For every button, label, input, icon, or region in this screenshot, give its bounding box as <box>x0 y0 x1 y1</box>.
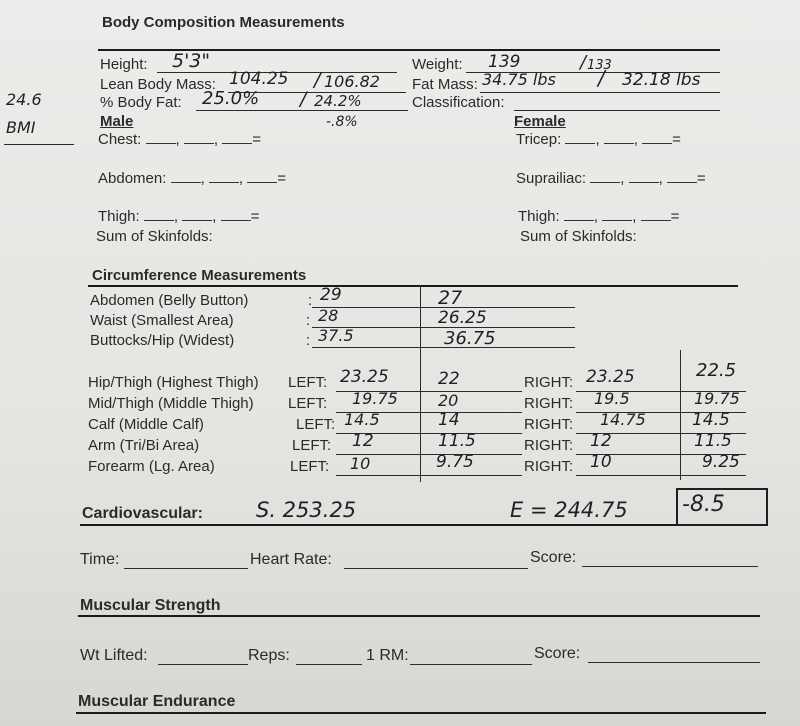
blank <box>146 131 176 144</box>
tricep-label: Tricep: <box>516 131 562 148</box>
time-label: Time: <box>80 551 120 568</box>
blank <box>604 131 634 144</box>
thigh-skinfold-field-male <box>98 208 259 225</box>
weight-value-2: 133 <box>587 58 612 73</box>
left-line <box>336 475 522 476</box>
thigh-label: Thigh: <box>98 208 140 225</box>
bmi-value: 24.6 <box>6 90 42 109</box>
cardio-heading: Cardiovascular: <box>82 505 203 522</box>
cardio-diff-value: -8.5 <box>682 492 725 517</box>
sep: , <box>633 131 638 148</box>
circ-label-arm: Arm (Tri/Bi Area) <box>88 437 200 454</box>
blank <box>641 208 671 221</box>
mid-thigh-right-2: 19.75 <box>694 389 740 408</box>
heart-rate-label: Heart Rate: <box>250 551 332 568</box>
blank <box>642 131 672 144</box>
strength-heading: Muscular Strength <box>80 597 221 614</box>
pct-fat-label: % Body Fat: <box>100 94 182 111</box>
cardio-end-value: E = 244.75 <box>510 498 628 522</box>
arm-right-2: 11.5 <box>694 431 732 451</box>
weight-label: Weight: <box>412 56 463 73</box>
bmi-underline <box>4 144 74 145</box>
sum-skinfolds-male: Sum of Skinfolds: <box>96 228 213 245</box>
sum-skinfolds-female: Sum of Skinfolds: <box>520 228 637 245</box>
sep: , <box>238 170 244 187</box>
fat-mass-slash: / <box>598 66 605 90</box>
circ-abdomen-v2: 27 <box>438 287 463 309</box>
pct-fat-slash: / <box>300 88 307 110</box>
lean-mass-slash: / <box>314 69 321 91</box>
wt-lifted-label: Wt Lifted: <box>80 647 148 664</box>
calf-right-2: 14.5 <box>692 410 730 430</box>
calf-right-1: 14.75 <box>600 410 646 429</box>
suprailiac-field <box>516 170 706 187</box>
blank <box>209 170 239 183</box>
sheet-title: Body Composition Measurements <box>102 14 345 31</box>
hip-thigh-left-2: 22 <box>438 369 460 389</box>
equals: = <box>672 131 681 148</box>
column-divider <box>420 286 421 482</box>
blank <box>564 208 594 221</box>
sep: , <box>595 131 600 148</box>
thigh-skinfold-field-female <box>518 208 679 225</box>
circumference-rule <box>88 285 738 287</box>
sep: , <box>200 170 205 187</box>
blank <box>629 170 659 183</box>
circ-label-waist: Waist (Smallest Area) <box>90 312 234 329</box>
one-rm-line <box>410 664 532 665</box>
calf-left-1: 14.5 <box>344 410 380 429</box>
colon: : <box>308 292 313 309</box>
equals: = <box>252 131 261 148</box>
fat-mass-line <box>480 92 720 93</box>
blank <box>171 170 201 183</box>
fat-mass-value-1: 34.75 lbs <box>482 70 556 89</box>
forearm-right-1: 10 <box>590 452 612 472</box>
abdomen-skinfold-label: Abdomen: <box>98 170 167 187</box>
cardio-start-value: S. 253.25 <box>256 498 357 522</box>
equals: = <box>277 170 287 187</box>
classification-line <box>514 110 720 111</box>
sep: , <box>175 131 180 148</box>
right-label: RIGHT: <box>524 395 574 412</box>
pct-fat-difference: -.8% <box>326 114 358 130</box>
forearm-left-2: 9.75 <box>436 452 474 472</box>
weight-value-1: 139 <box>488 52 521 72</box>
height-value: 5'3" <box>172 50 211 72</box>
left-label: LEFT: <box>290 458 330 475</box>
blank <box>144 208 174 221</box>
circ-abdomen-v1: 29 <box>320 285 342 305</box>
strength-score-label: Score: <box>534 645 581 662</box>
weight-slash: / <box>580 52 587 73</box>
circ-waist-v1: 28 <box>318 306 339 325</box>
sep: , <box>212 208 217 225</box>
hip-thigh-right-1: 23.25 <box>586 367 635 387</box>
sep: , <box>593 208 599 225</box>
suprailiac-label: Suprailiac: <box>516 170 587 187</box>
forearm-right-2: 9.25 <box>702 452 740 472</box>
thigh-label: Thigh: <box>518 208 560 225</box>
colon: : <box>306 332 311 349</box>
blank <box>590 170 620 183</box>
arm-left-2: 11.5 <box>438 431 476 451</box>
hip-thigh-right-2: 22.5 <box>696 360 737 381</box>
circ-label-abdomen: Abdomen (Belly Button) <box>90 292 249 309</box>
height-label: Height: <box>100 56 148 73</box>
sep: , <box>620 170 625 187</box>
forearm-left-1: 10 <box>350 454 371 473</box>
arm-left-1: 12 <box>352 431 374 451</box>
circ-hip-v1: 37.5 <box>318 326 354 345</box>
left-label: LEFT: <box>292 437 332 454</box>
heart-rate-line <box>344 568 528 569</box>
circ-label-hip-thigh: Hip/Thigh (Highest Thigh) <box>88 374 259 391</box>
mid-thigh-left-2: 20 <box>438 391 459 410</box>
time-line <box>124 568 248 569</box>
male-heading: Male <box>100 113 134 130</box>
pct-fat-value-2: 24.2% <box>314 92 362 110</box>
left-label: LEFT: <box>296 416 336 433</box>
cardio-score-line <box>582 566 758 567</box>
circ-waist-v2: 26.25 <box>438 308 487 328</box>
blank <box>247 170 277 183</box>
equals: = <box>250 208 260 225</box>
chest-label: Chest: <box>98 131 142 148</box>
blank <box>222 131 252 144</box>
female-heading: Female <box>514 113 566 130</box>
blank <box>667 170 697 183</box>
abdomen-skinfold-field <box>98 170 286 187</box>
right-column-divider <box>680 350 681 480</box>
mid-thigh-left-1: 19.75 <box>352 389 398 408</box>
left-label: LEFT: <box>288 374 328 391</box>
mid-thigh-right-1: 19.5 <box>594 389 630 408</box>
right-label: RIGHT: <box>524 416 574 433</box>
circ-label-mid-thigh: Mid/Thigh (Middle Thigh) <box>88 395 254 412</box>
fat-mass-label: Fat Mass: <box>412 76 478 93</box>
bmi-label: BMI <box>6 118 36 137</box>
colon: : <box>306 312 311 329</box>
circ-label-forearm: Forearm (Lg. Area) <box>88 458 215 475</box>
circ-label-hip: Buttocks/Hip (Widest) <box>90 332 235 349</box>
blank <box>565 131 595 144</box>
left-label: LEFT: <box>288 395 328 412</box>
equals: = <box>670 208 680 225</box>
calf-left-2: 14 <box>438 410 460 430</box>
sep: , <box>658 170 663 187</box>
cardio-rule <box>80 524 756 526</box>
circ-label-calf: Calf (Middle Calf) <box>88 416 204 433</box>
circ-hip-v2: 36.75 <box>444 328 496 349</box>
reps-line <box>296 664 362 665</box>
right-line <box>576 475 746 476</box>
cardio-score-label: Score: <box>530 549 577 566</box>
pct-fat-line <box>196 110 408 111</box>
lean-mass-label: Lean Body Mass: <box>100 76 216 93</box>
sep: , <box>173 208 179 225</box>
sep: , <box>213 131 219 148</box>
fat-mass-value-2: 32.18 lbs <box>622 70 701 90</box>
blank <box>221 208 251 221</box>
right-label: RIGHT: <box>524 458 574 475</box>
strength-rule <box>78 615 760 617</box>
pct-fat-value-1: 25.0% <box>202 88 260 109</box>
chest-field <box>98 131 261 148</box>
lean-mass-value-2: 106.82 <box>324 72 380 91</box>
right-label: RIGHT: <box>524 437 574 454</box>
blank <box>602 208 632 221</box>
arm-right-1: 12 <box>590 431 612 451</box>
tricep-field <box>516 131 681 148</box>
lean-mass-value-1: 104.25 <box>229 69 289 89</box>
reps-label: Reps: <box>248 647 290 664</box>
one-rm-label: 1 RM: <box>366 647 409 664</box>
hip-thigh-left-1: 23.25 <box>340 367 389 387</box>
wt-lifted-line <box>158 664 248 665</box>
circumference-heading: Circumference Measurements <box>92 267 307 284</box>
sep: , <box>632 208 637 225</box>
blank <box>184 131 214 144</box>
endurance-rule <box>76 712 766 714</box>
strength-score-line <box>588 662 760 663</box>
endurance-heading: Muscular Endurance <box>78 693 236 710</box>
blank <box>182 208 212 221</box>
equals: = <box>696 170 706 187</box>
classification-label: Classification: <box>412 94 505 111</box>
right-label: RIGHT: <box>524 374 574 391</box>
